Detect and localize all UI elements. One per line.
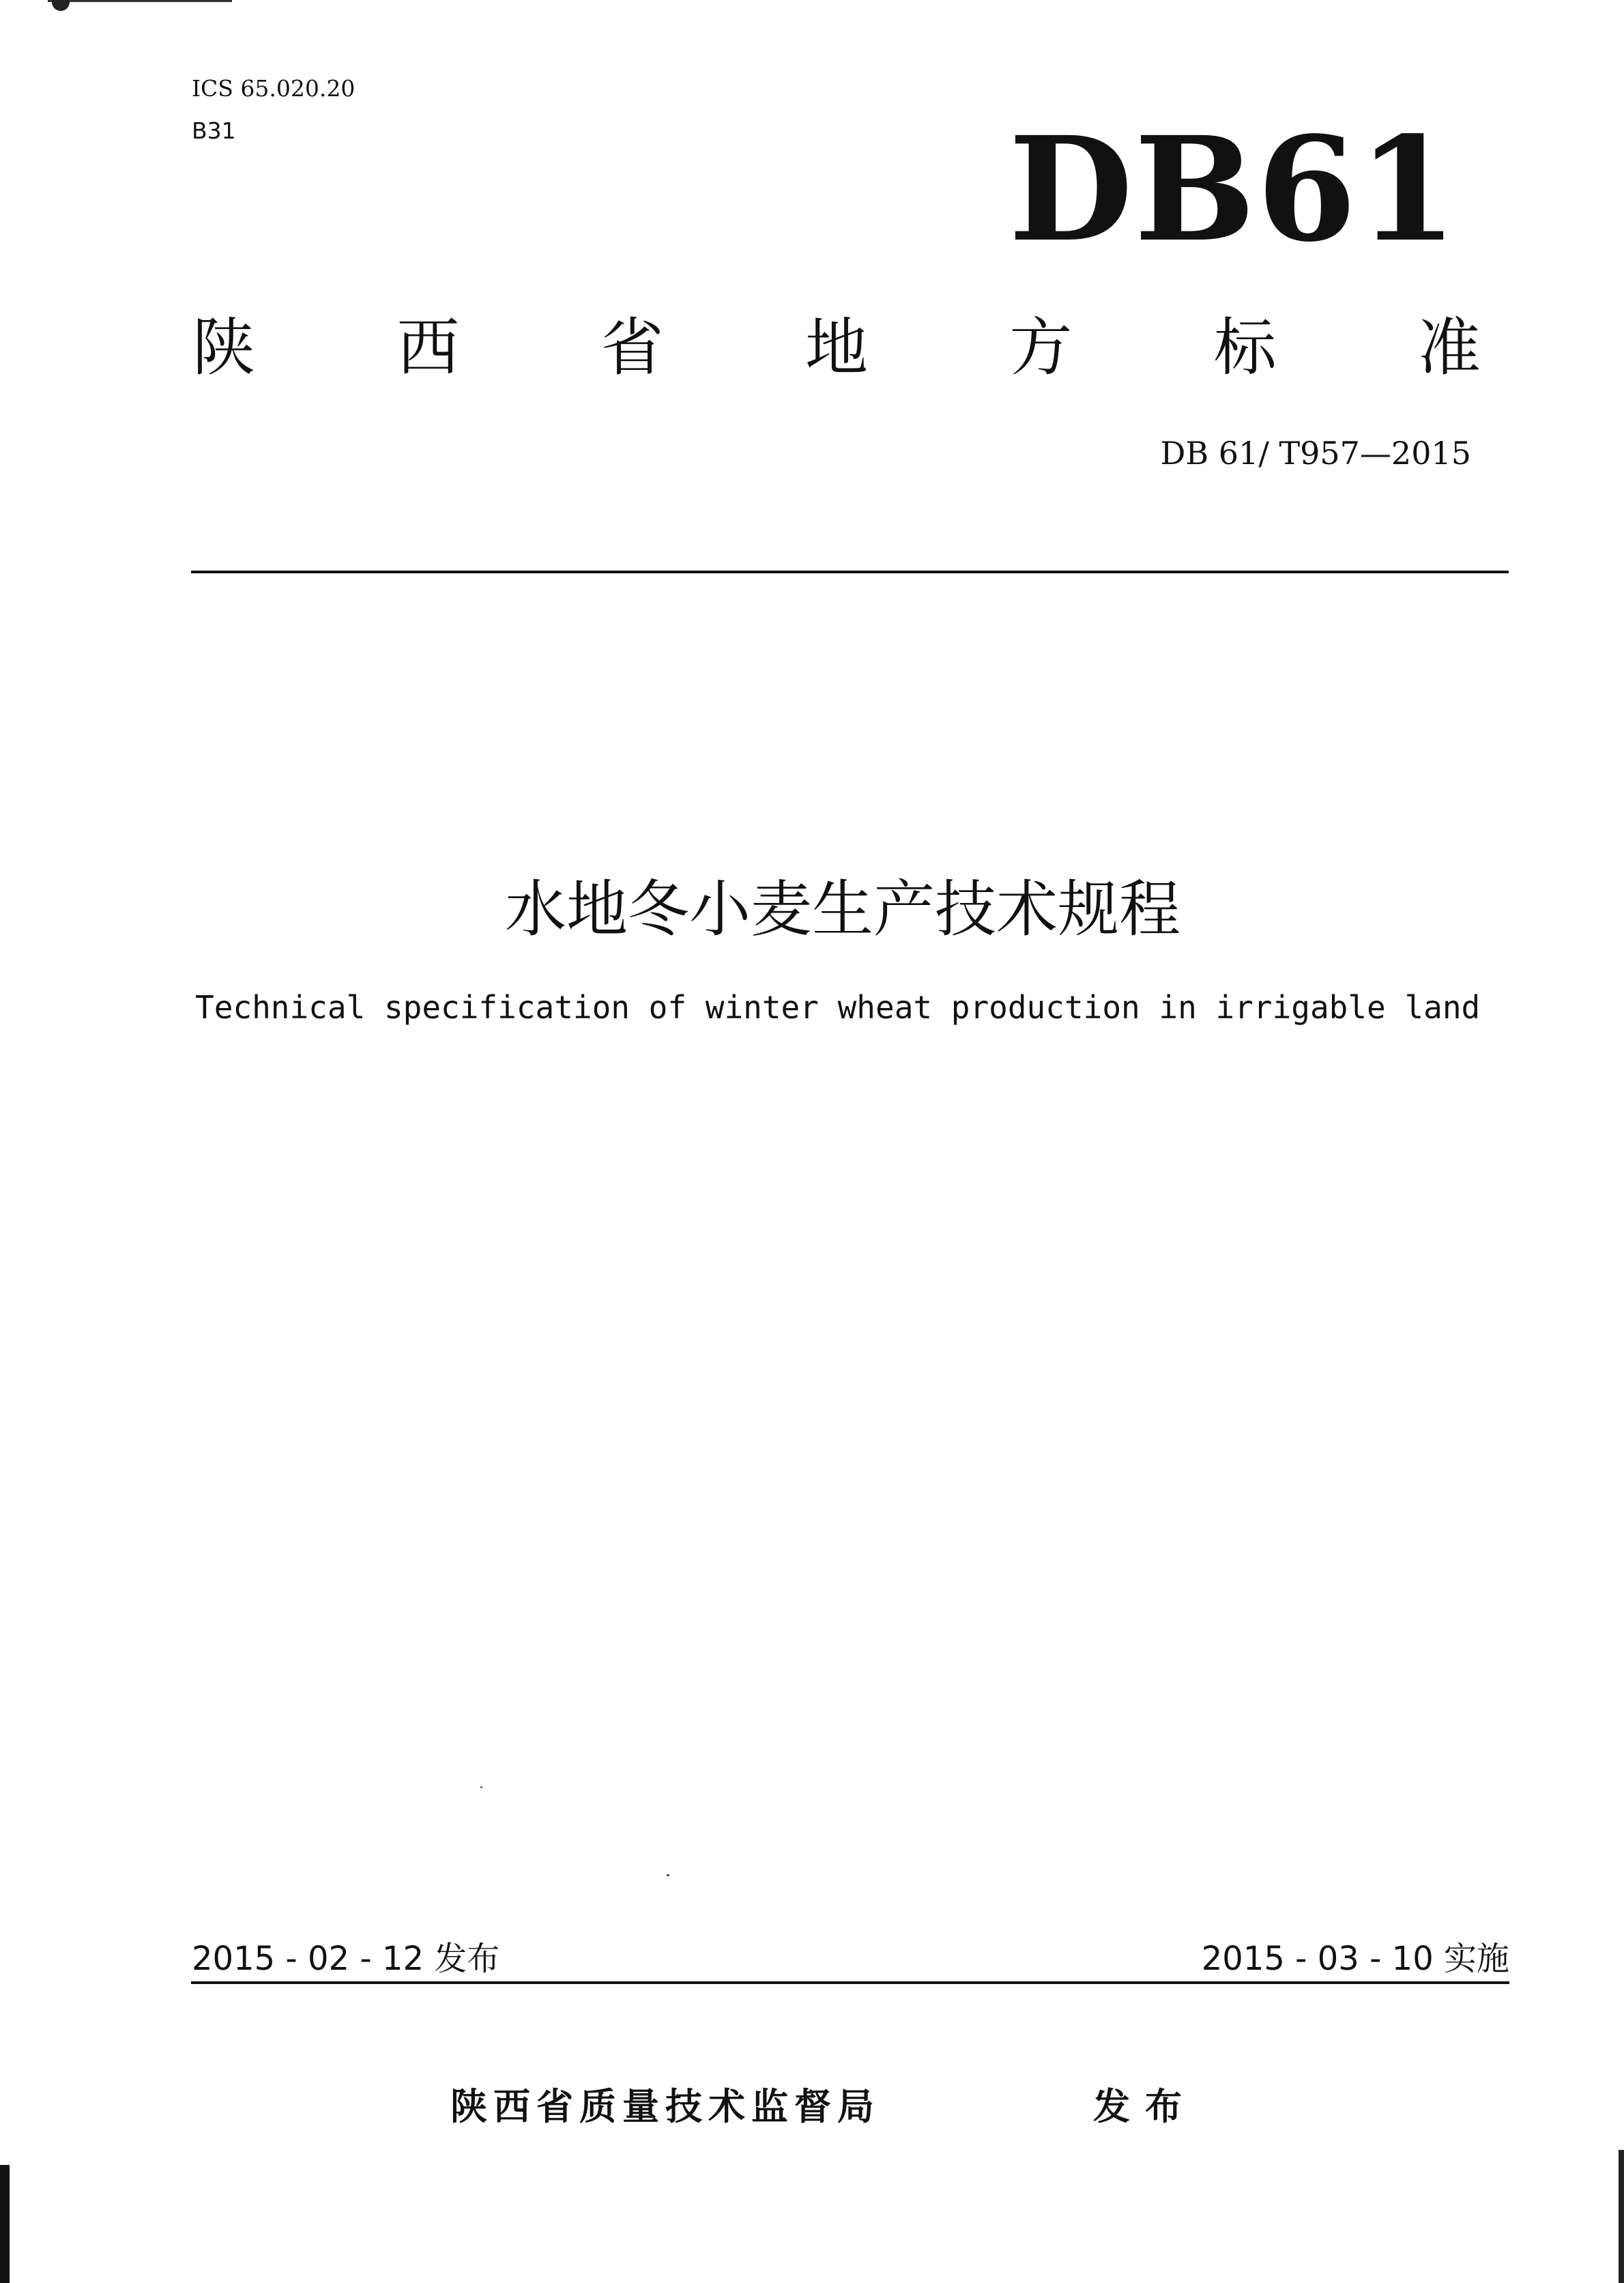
date-divider — [191, 1981, 1509, 1984]
title-char: 省 — [600, 311, 664, 384]
title-char: 准 — [1417, 311, 1481, 384]
scan-blot — [52, 0, 70, 11]
scan-edge-mark — [48, 0, 232, 2]
title-char: 陕 — [192, 311, 256, 384]
header-divider — [191, 571, 1509, 573]
ics-code: ICS 65.020.20 — [192, 75, 356, 102]
publisher-name: 陕西省质量技术监督局 — [450, 2085, 880, 2128]
db-logo: DB61 — [1009, 105, 1459, 274]
title-char: 标 — [1213, 311, 1277, 384]
issue-date: 2015 - 02 - 12 发布 — [192, 1940, 500, 1978]
scan-edge-right — [1619, 2150, 1624, 2283]
title-char: 地 — [804, 311, 868, 384]
scan-speck — [667, 1874, 669, 1876]
document-title: 水地冬小麦生产技术规程 — [505, 874, 1180, 945]
title-char: 方 — [1009, 311, 1073, 384]
scan-speck — [480, 1786, 482, 1788]
document-subtitle: Technical specification of winter wheat production in irrigable land — [195, 989, 1481, 1026]
publish-label: 发布 — [1093, 2085, 1197, 2128]
title-char: 西 — [396, 311, 460, 384]
standard-number: DB 61/ T957—2015 — [1160, 435, 1471, 472]
ccs-code: B31 — [192, 117, 236, 144]
scan-edge-left — [0, 2165, 10, 2283]
implementation-date: 2015 - 03 - 10 实施 — [1201, 1940, 1509, 1978]
standard-category-title — [192, 300, 1481, 396]
